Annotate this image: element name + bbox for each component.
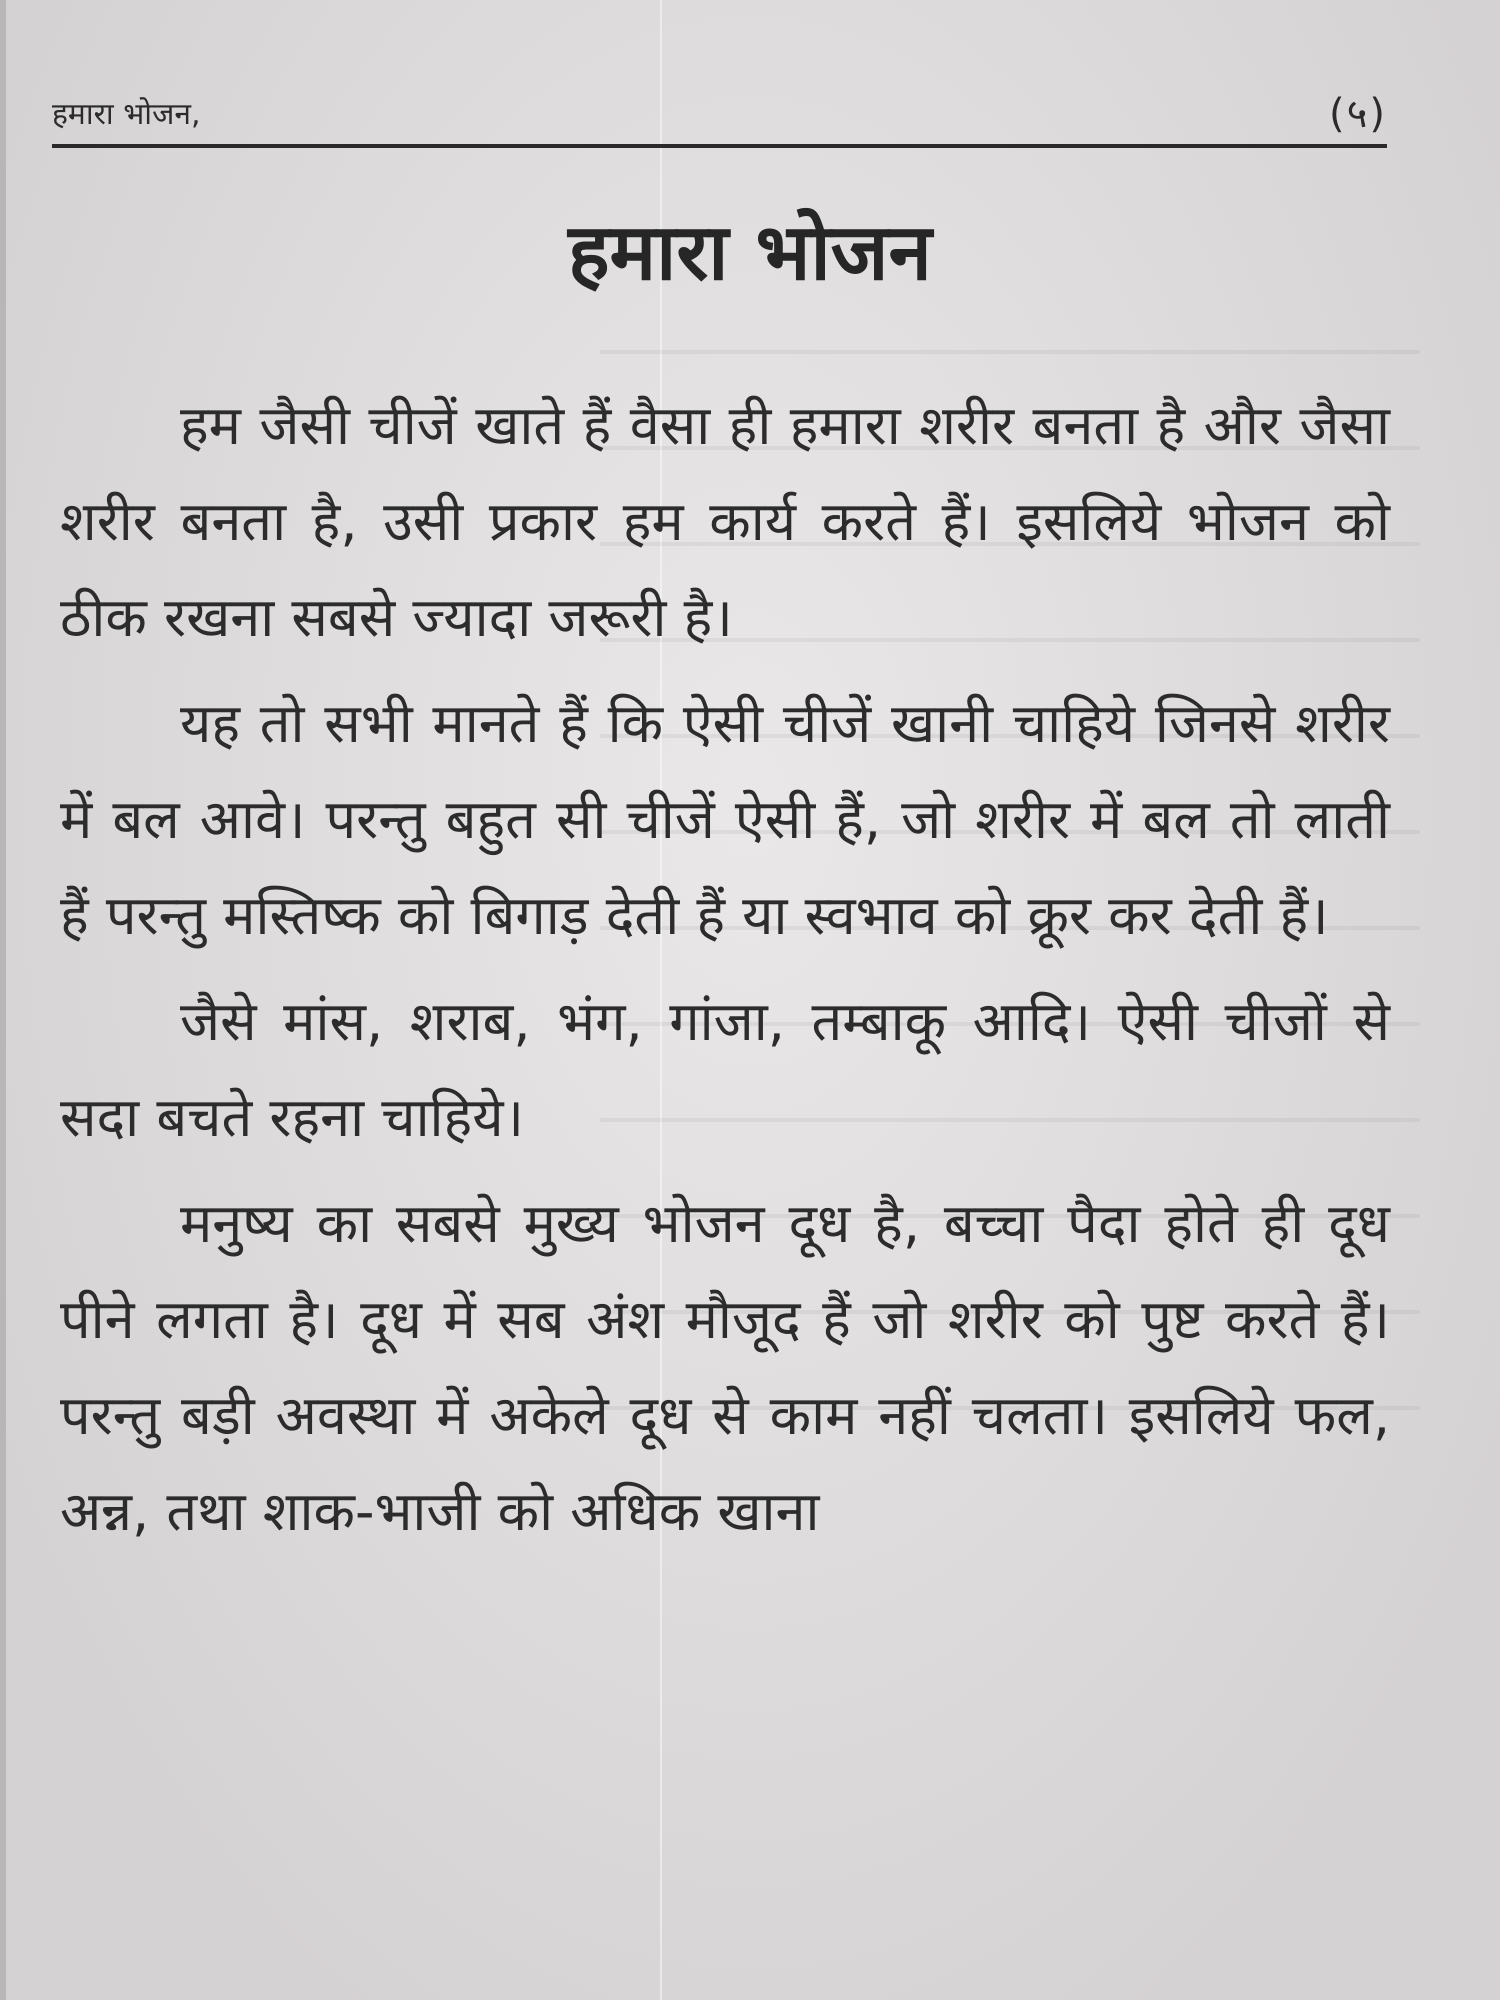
page-number: (५): [1328, 91, 1387, 137]
paragraph-4: मनुष्य का सबसे मुख्य भोजन दूध है, बच्चा पैदा होते ही दूध पीने लगता है। दूध में सब अंश मौजूद हैं जो शरीर को पुष्ट करते हैं। परन्तु बड़ी अवस्था में अकेले दूध से काम नहीं चलता। इसलिये फल, अन्न, तथा शाक-भाजी को अधिक खाना: [60, 1192, 1390, 1543]
chapter-title: हमारा भोजन: [568, 208, 932, 298]
header-rule: [52, 144, 1387, 148]
running-title: हमारा भोजन,: [52, 97, 201, 132]
page-header: [52, 84, 1387, 144]
paragraph-2: यह तो सभी मानते हैं कि ऐसी चीजें खानी चाहिये जिनसे शरीर में बल आवे। परन्तु बहुत सी चीजें ऐसी हैं, जो शरीर में बल तो लाती हैं परन्तु मस्तिष्क को बिगाड़ देती हैं या स्वभाव को क्रूर कर देती हैं।: [60, 692, 1390, 947]
paragraph-1: हम जैसी चीजें खाते हैं वैसा ही हमारा शरीर बनता है और जैसा शरीर बनता है, उसी प्रकार हम कार्य करते हैं। इसलिये भोजन को ठीक रखना सबसे ज्यादा जरूरी है।: [60, 394, 1390, 649]
paragraph-3: जैसे मांस, शराब, भंग, गांजा, तम्बाकू आदि। ऐसी चीजों से सदा बचते रहना चाहिये।: [60, 990, 1390, 1149]
body-text: [60, 378, 1390, 1570]
